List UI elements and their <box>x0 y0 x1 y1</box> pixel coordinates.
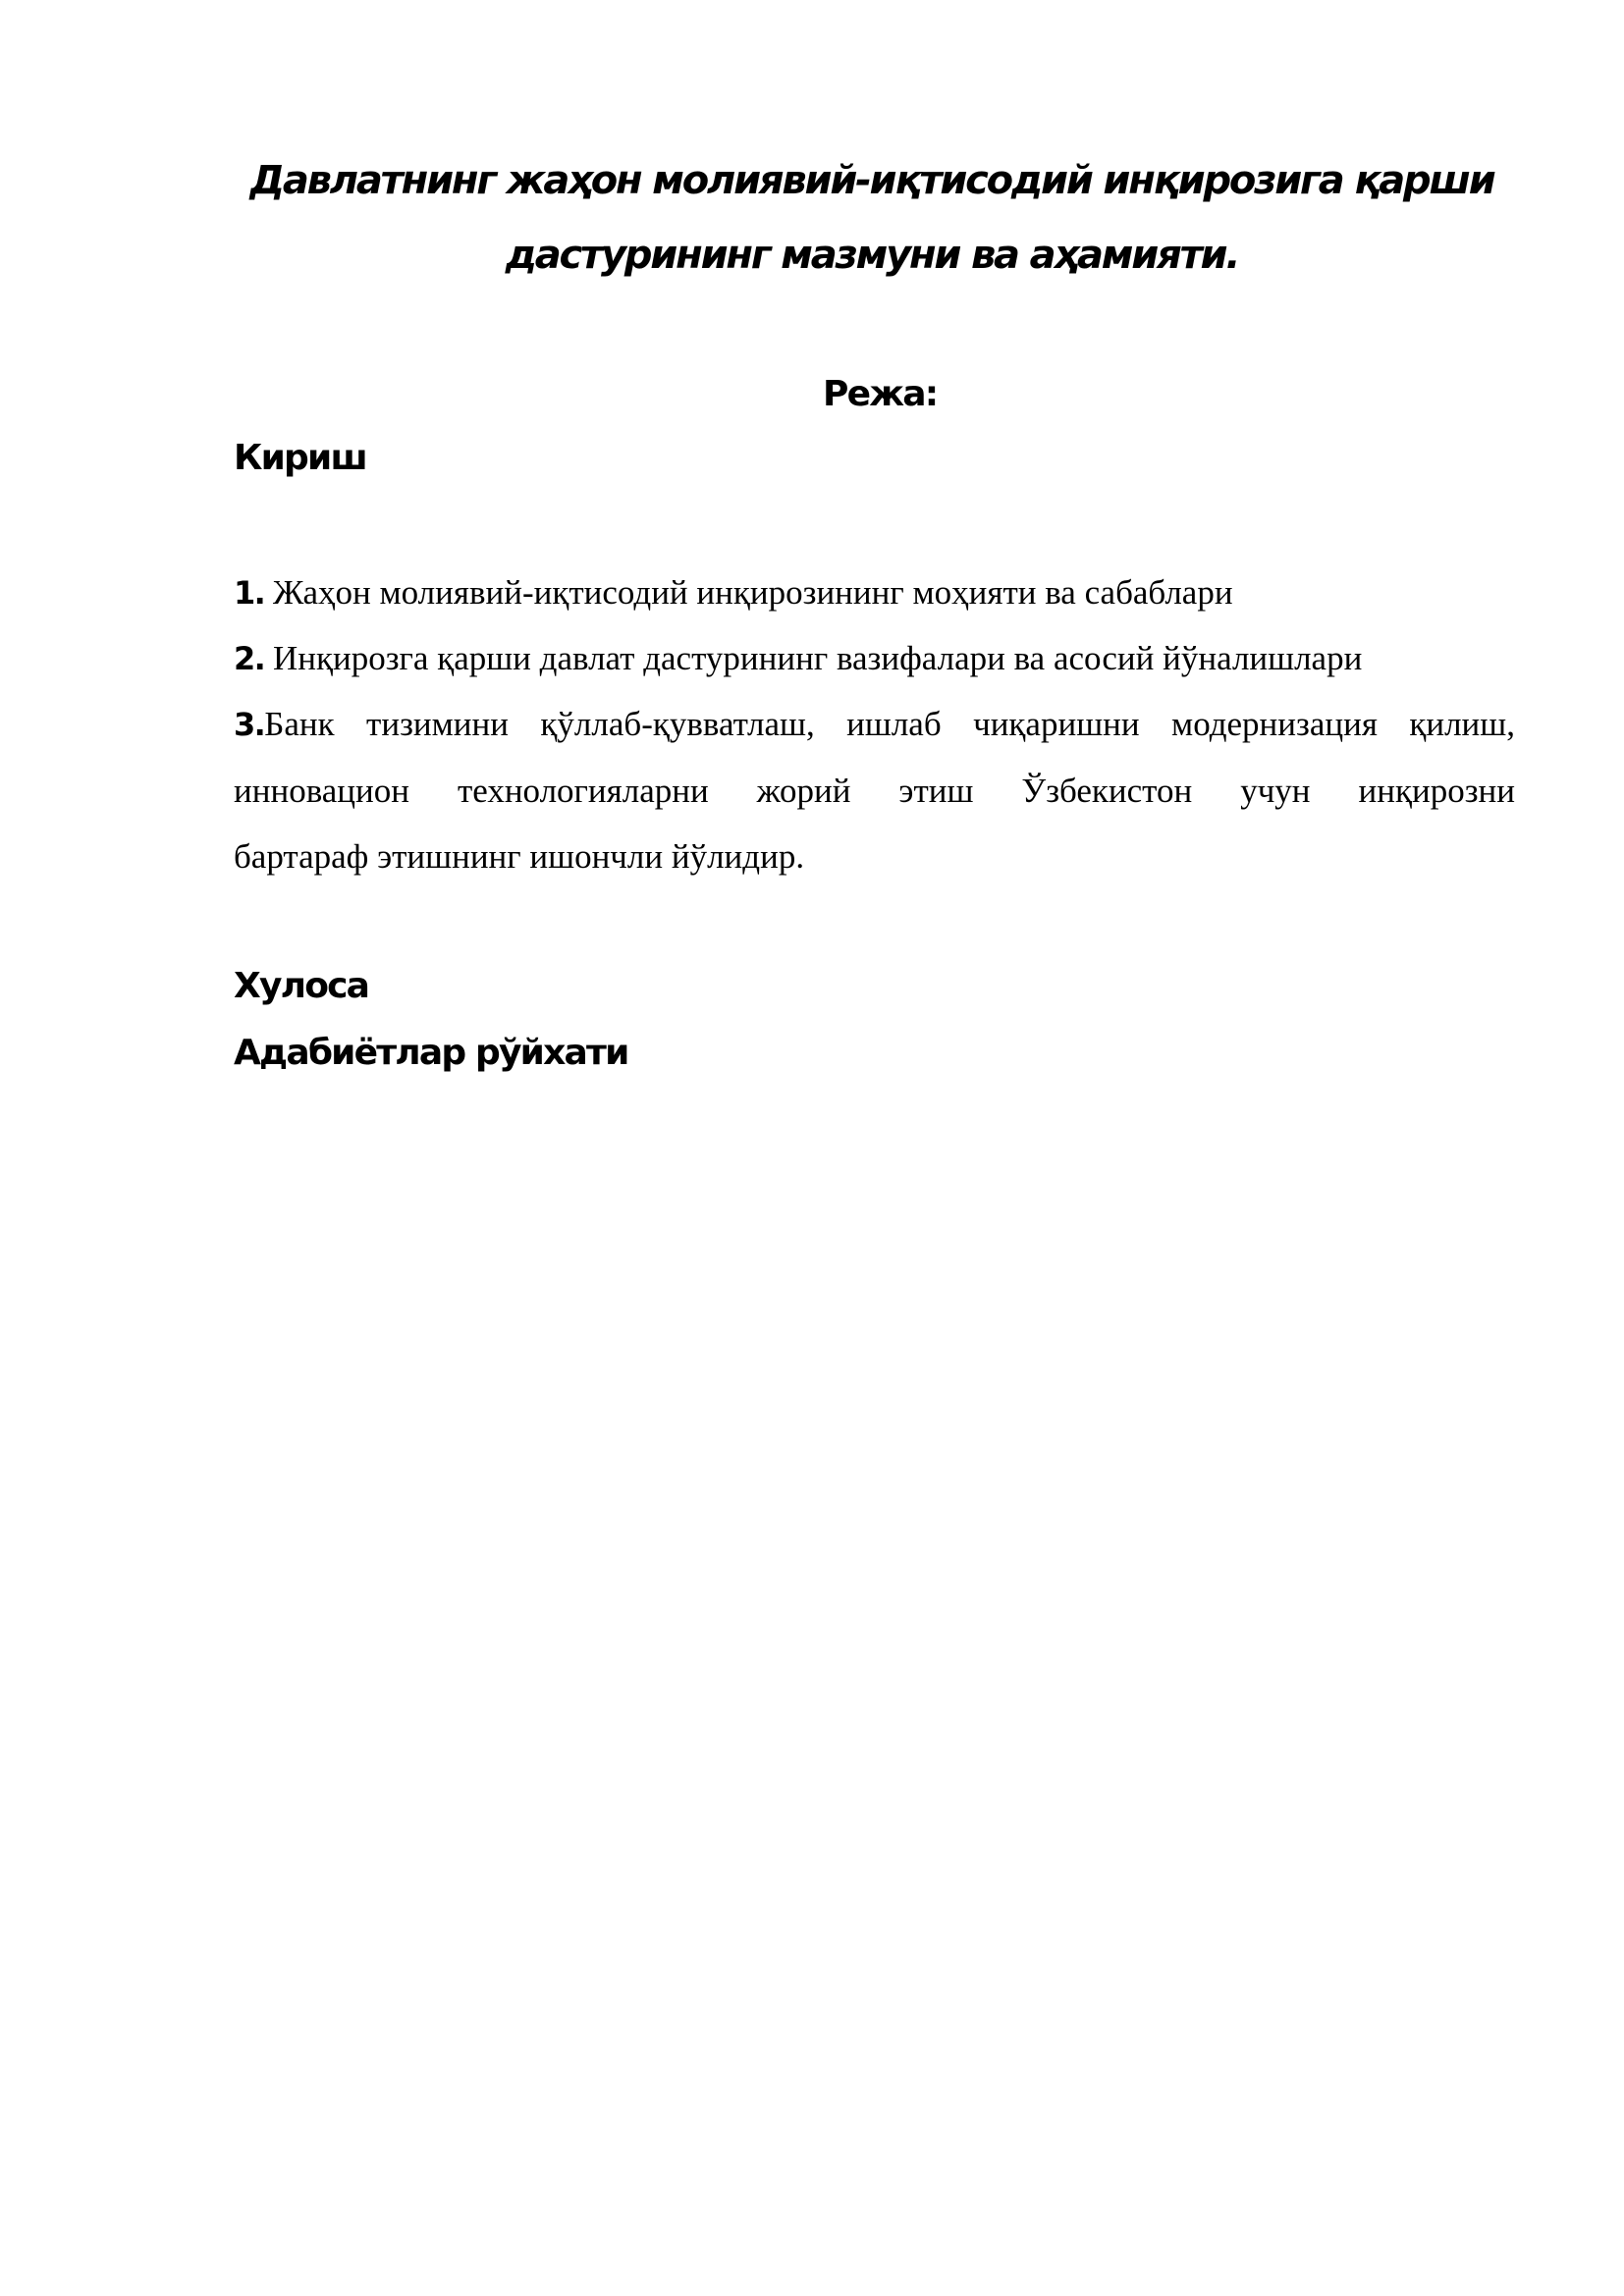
plan-item-3-line-2: инновацион технологияларни жорий этиш Ўзбекистон учун инқирозни <box>234 772 1515 810</box>
plan-item-3-line-1 <box>234 691 1515 758</box>
references-heading: Адабиётлар рўйхати <box>234 1033 628 1073</box>
intro-heading: Кириш <box>234 438 366 478</box>
plan-item-number: 1. <box>234 574 265 612</box>
plan-item-number: 3. <box>234 706 265 743</box>
document-title <box>234 143 1510 293</box>
plan-item-3 <box>234 691 1515 889</box>
plan-item-text: Банк тизимини қўллаб-қувватлаш, ишлаб чиқаришни модернизация қилиш, <box>264 705 1515 743</box>
title-line-1: Давлатнинг жаҳон молиявий-иқтисодий инқирозига қарши <box>249 158 1494 203</box>
plan-item-number: 2. <box>234 640 265 677</box>
plan-item-3-line-3: бартараф этишнинг ишончли йўлидир. <box>234 837 805 876</box>
title-line-2: дастурининг мазмуни ва аҳамияти. <box>505 233 1239 278</box>
plan-item-2 <box>234 625 1515 692</box>
conclusion-heading: Хулоса <box>234 966 369 1006</box>
plan-item-text: Инқирозга қарши давлат дастурининг вазифалари ва асосий йўналишлари <box>264 639 1363 677</box>
plan-item-text: Жаҳон молиявий-иқтисодий инқирозининг моҳияти ва сабаблари <box>264 573 1233 612</box>
plan-item-1 <box>234 560 1515 626</box>
plan-heading: Режа: <box>823 374 938 414</box>
